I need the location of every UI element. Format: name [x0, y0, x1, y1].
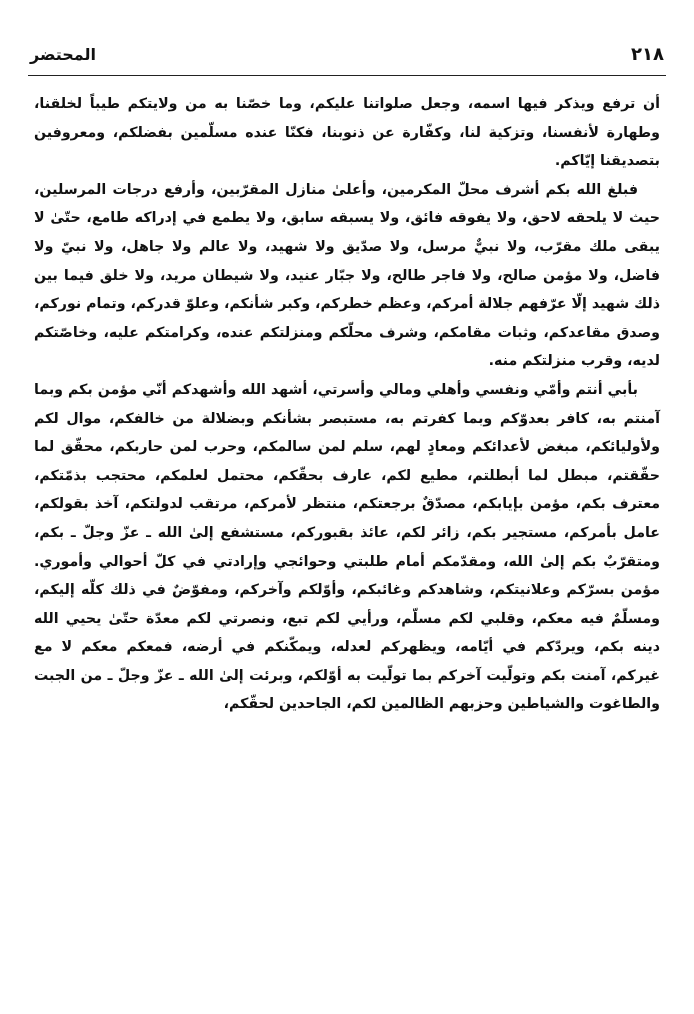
page-number: ٢١٨: [631, 44, 664, 65]
running-title: المحتضر: [30, 45, 96, 64]
page-header: [28, 44, 666, 72]
body-text: [34, 90, 660, 719]
paragraph: أن ترفع ويذكر فيها اسمه، وجعل صلواتنا عليكم، وما خصّنا به من ولايتكم طيباً لخلقنا، وطهارة لأنفسنا، وتزكية لنا، وكفّارة عن ذنوبنا، فكنّا عنده مسلّمين بفضلكم، ومعروفين بتصديقنا إيّاكم.: [34, 96, 660, 170]
paragraph: فبلغ الله بكم أشرف محلّ المكرمين، وأعلىٰ منازل المقرّبين، وأرفع درجات المرسلين، حيث لا يلحقه لاحق، ولا يفوقه فائق، ولا يسبقه سابق، ولا يطمع في إدراكه طامع، حتّىٰ لا يبقى ملك مقرّب، ولا نبيٌّ مرسل، ولا صدّيق ولا شهيد، ولا عالم ولا جاهل، ولا نبيّ ولا فاضل، ولا مؤمن صالح، ولا فاجر طالح، ولا جبّار عنيد، ولا شيطان مريد، ولا خلق فيما بين ذلك شهيد إلّا عرّفهم جلالة أمركم، وعظم خطركم، وكبر شأنكم، وعلوّ قدركم، وتمام نوركم، وصدق مقاعدكم، وثبات مقامكم، وشرف محلّكم ومنزلتكم عنده، وكرامتكم عليه، وخاصّتكم لديه، وقرب منزلتكم منه.: [34, 181, 660, 370]
header-rule: [28, 75, 666, 76]
paragraph: بأبي أنتم وأمّي ونفسي وأهلي ومالي وأسرتي، أشهد الله وأشهدكم أنّي مؤمن بكم وبما آمنتم به، كافر بعدوّكم وبما كفرتم به، مستبصر بشأنكم وبضلالة من خالفكم، موال لكم ولأوليائكم، مبغض لأعدائكم ومعادٍ لهم، سلم لمن سالمكم، وحرب لمن حاربكم، محقّق لما حقّقتم، مبطل لما أبطلتم، مطيع لكم، عارف بحقّكم، محتمل لعلمكم، محتجب بذمّتكم، معترف بكم، مؤمن بإيابكم، مصدّقٌ برجعتكم، منتظر لأمركم، مرتقب لدولتكم، آخذ بقولكم، عامل بأمركم، مستجير بكم، زائر لكم، عائذ بقبوركم، مستشفع إلىٰ الله ـ عزّ وجلّ ـ بكم، ومتقرّبٌ بكم إلىٰ الله، ومقدّمكم أمام طلبتي وحوائجي وإرادتي في كلّ أحوالي وأموري. مؤمن بسرّكم وعلانيتكم، وشاهدكم وغائبكم، وأوّلكم وآخركم، ومفوّضٌ في ذلك كلّه إليكم، ومسلّمٌ فيه معكم، وقلبي لكم مسلّم، ورأيي لكم تبع، ونصرتي لكم معدّة حتّىٰ يحيي الله دينه بكم، ويردّكم في أيّامه، ويظهركم لعدله، ويمكّنكم في أرضه، فمعكم معكم لا مع غيركم، آمنت بكم وتولّيت آخركم بما تولّيت به أوّلكم، وبرئت إلىٰ الله ـ عزّ وجلّ ـ من الجبت والطاغوت والشياطين وحزبهم الظالمين لكم، الجاحدين لحقّكم،: [34, 381, 660, 713]
